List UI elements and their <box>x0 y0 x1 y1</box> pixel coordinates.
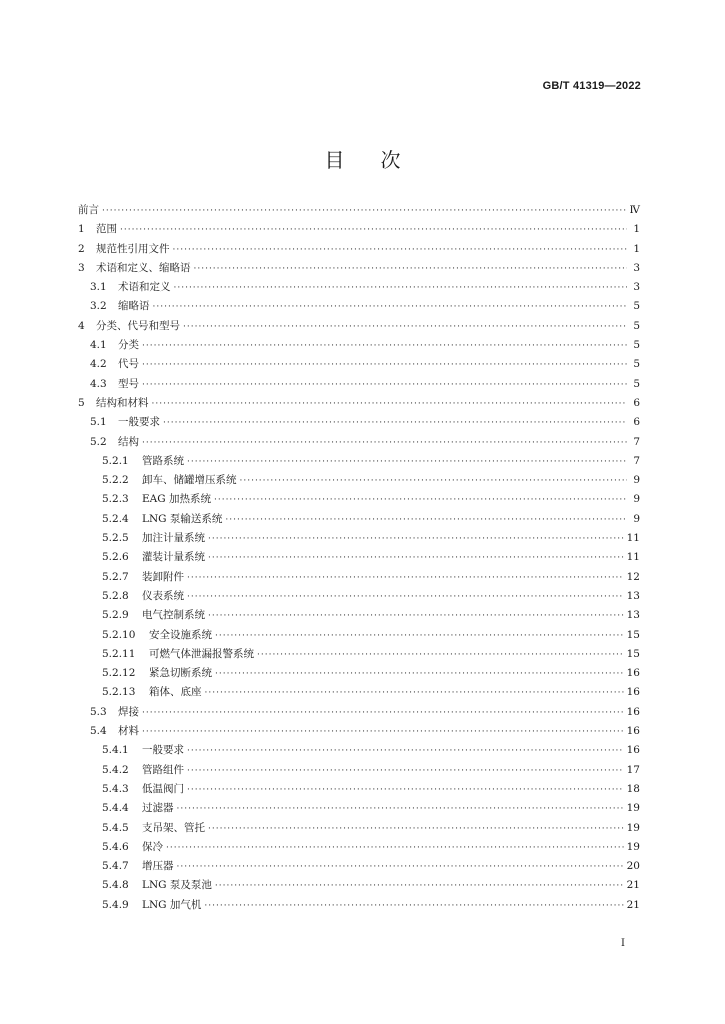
toc-leader-dots <box>215 627 624 646</box>
toc-entry[interactable] <box>78 201 640 220</box>
toc-entry-page: 16 <box>626 744 640 757</box>
toc-entry-page: 5 <box>633 358 640 371</box>
toc-entry-page: 17 <box>626 763 640 776</box>
toc-leader-dots <box>208 820 624 839</box>
toc-entry[interactable] <box>78 664 640 683</box>
toc-entry-label: 仪表系统 <box>142 589 184 602</box>
toc-entry-label: 范围 <box>96 223 117 236</box>
toc-entry-number: 5.4.5 <box>102 821 129 834</box>
toc-entry[interactable] <box>78 529 640 548</box>
toc-entry[interactable] <box>78 297 640 316</box>
toc-entry-number: 5.2.12 <box>102 667 136 680</box>
toc-leader-dots <box>257 646 624 665</box>
toc-entry-page: 5 <box>633 339 640 352</box>
toc-leader-dots <box>166 839 624 858</box>
toc-entry[interactable] <box>78 317 640 336</box>
toc-leader-dots <box>208 530 624 549</box>
toc-entry[interactable] <box>78 819 640 838</box>
toc-entry-label: 规范性引用文件 <box>96 242 170 255</box>
toc-entry-page: 1 <box>633 242 640 255</box>
toc-entry[interactable] <box>78 548 640 567</box>
toc-entry-number: 5.2.5 <box>102 532 129 545</box>
toc-entry[interactable] <box>78 452 640 471</box>
toc-entry-number: 5.4.2 <box>102 763 129 776</box>
toc-entry-label: 分类、代号和型号 <box>96 319 180 332</box>
toc-entry[interactable] <box>78 587 640 606</box>
toc-entry[interactable] <box>78 838 640 857</box>
toc-entry-number: 3 <box>78 261 85 274</box>
toc-entry-number: 5 <box>78 396 85 409</box>
toc-entry-number: 5.2.6 <box>102 551 129 564</box>
toc-leader-dots <box>142 434 627 453</box>
toc-leader-dots <box>183 318 627 337</box>
toc-entry-label: LNG 加气机 <box>142 898 202 911</box>
toc-entry[interactable] <box>78 510 640 529</box>
toc-leader-dots <box>205 684 624 703</box>
toc-leader-dots <box>142 337 627 356</box>
toc-leader-dots <box>225 511 627 530</box>
toc-leader-dots <box>142 376 627 395</box>
toc-entry-number: 1 <box>78 223 85 236</box>
toc-leader-dots <box>187 588 624 607</box>
toc-leader-dots <box>187 781 624 800</box>
toc-entry[interactable] <box>78 761 640 780</box>
toc-entry-label: 可燃气体泄漏报警系统 <box>149 647 254 660</box>
toc-entry-label: 结构 <box>118 435 139 448</box>
toc-leader-dots <box>215 877 624 896</box>
toc-entry[interactable] <box>78 683 640 702</box>
toc-entry-label: 紧急切断系统 <box>149 667 212 680</box>
toc-entry-page: 21 <box>626 898 640 911</box>
toc-entry-number: 5.2 <box>90 435 107 448</box>
toc-leader-dots <box>142 356 627 375</box>
toc-entry-number: 5.4.3 <box>102 782 129 795</box>
toc-entry-number: 4.1 <box>90 339 107 352</box>
toc-entry-label: 型号 <box>118 377 139 390</box>
toc-entry[interactable] <box>78 220 640 239</box>
toc-leader-dots <box>102 202 627 221</box>
toc-entry-number: 5.4.1 <box>102 744 129 757</box>
toc-entry-page: 7 <box>633 435 640 448</box>
toc-entry-label: 电气控制系统 <box>142 609 205 622</box>
toc-entry-number: 5.4.9 <box>102 898 129 911</box>
toc-entry-label: 箱体、底座 <box>149 686 202 699</box>
toc-entry[interactable] <box>78 780 640 799</box>
toc-entry-number: 5.4.8 <box>102 879 129 892</box>
toc-entry-label: 灌装计量系统 <box>142 551 205 564</box>
toc-entry-number: 5.4.7 <box>102 860 129 873</box>
toc-leader-dots <box>208 607 624 626</box>
toc-entry-number: 5.4.6 <box>102 840 129 853</box>
toc-entry-number: 3.1 <box>90 281 107 294</box>
toc-entry-label: 保冷 <box>142 840 163 853</box>
toc-entry-number: 5.2.11 <box>102 647 136 660</box>
toc-entry-page: 9 <box>633 493 640 506</box>
toc-entry-label: 增压器 <box>142 860 174 873</box>
toc-entry-page: 19 <box>626 802 640 815</box>
toc-leader-dots <box>177 858 624 877</box>
toc-entry[interactable] <box>78 394 640 413</box>
toc-entry[interactable] <box>78 278 640 297</box>
toc-entry-label: 分类 <box>118 339 139 352</box>
toc-entry-number: 2 <box>78 242 85 255</box>
toc-entry-number: 3.2 <box>90 300 107 313</box>
toc-entry-page: 7 <box>633 454 640 467</box>
toc-entry-page: 20 <box>626 860 640 873</box>
toc-entry-page: 13 <box>626 609 640 622</box>
toc-entry-label: 装卸附件 <box>142 570 184 583</box>
toc-entry[interactable] <box>78 606 640 625</box>
toc-entry-label: LNG 泵输送系统 <box>142 512 223 525</box>
toc-leader-dots <box>153 298 628 317</box>
toc-entry-page: 18 <box>626 782 640 795</box>
toc-leader-dots <box>120 221 627 240</box>
toc-entry-label: 结构和材料 <box>96 396 149 409</box>
toc-entry-page: 12 <box>626 570 640 583</box>
toc-leader-dots <box>204 897 623 916</box>
toc-entry-page: 16 <box>626 705 640 718</box>
toc-entry[interactable] <box>78 375 640 394</box>
toc-entry-number: 5.2.10 <box>102 628 136 641</box>
toc-entry-page: 5 <box>633 300 640 313</box>
toc-entry[interactable] <box>78 471 640 490</box>
toc-leader-dots <box>187 762 624 781</box>
toc-entry[interactable] <box>78 703 640 722</box>
toc-entry-label: 卸车、储罐增压系统 <box>142 474 237 487</box>
toc-leader-dots <box>142 704 624 723</box>
toc-entry[interactable] <box>78 741 640 760</box>
toc-entry-page: 16 <box>626 725 640 738</box>
toc-entry-number: 4 <box>78 319 85 332</box>
toc-entry-number: 4.2 <box>90 358 107 371</box>
toc-entry-label: EAG 加热系统 <box>142 493 211 506</box>
toc-entry-number: 5.2.4 <box>102 512 129 525</box>
title-char-2: 次 <box>380 148 401 172</box>
toc-entry[interactable] <box>78 799 640 818</box>
toc-leader-dots <box>142 723 624 742</box>
toc-entry-number: 5.4 <box>90 725 107 738</box>
toc-entry[interactable] <box>78 876 640 895</box>
toc-entry-page: 16 <box>626 667 640 680</box>
toc-entry-label: 术语和定义 <box>118 281 171 294</box>
toc-entry[interactable] <box>78 433 640 452</box>
toc-entry-page: 9 <box>633 512 640 525</box>
toc-entry[interactable] <box>78 626 640 645</box>
toc-entry-page: 11 <box>626 532 640 545</box>
toc-leader-dots <box>177 800 624 819</box>
toc-leader-dots <box>194 260 628 279</box>
toc-entry-number: 5.2.3 <box>102 493 129 506</box>
toc-entry[interactable] <box>78 355 640 374</box>
toc-leader-dots <box>173 241 628 260</box>
toc-leader-dots <box>208 549 624 568</box>
toc-entry-label: 前言 <box>78 204 99 216</box>
toc-entry-page: 5 <box>633 377 640 390</box>
toc-entry-number: 5.4.4 <box>102 802 129 815</box>
title-char-1: 目 <box>324 148 345 172</box>
toc-entry-page: 13 <box>626 589 640 602</box>
toc-entry[interactable] <box>78 568 640 587</box>
toc-entry-number: 5.1 <box>90 416 107 429</box>
toc-entry-label: 管路系统 <box>142 454 184 467</box>
toc-entry-label: 缩略语 <box>118 300 150 313</box>
toc-entry-page: 3 <box>633 261 640 274</box>
standard-number: GB/T 41319—2022 <box>542 80 641 92</box>
toc-entry[interactable] <box>78 413 640 432</box>
toc-entry[interactable] <box>78 896 640 915</box>
toc-entry-number: 5.2.13 <box>102 686 136 699</box>
toc-entry-number: 5.3 <box>90 705 107 718</box>
toc-entry-page: Ⅳ <box>629 204 640 216</box>
toc-entry-number: 5.2.2 <box>102 474 129 487</box>
toc-entry-label: 支吊架、管托 <box>142 821 205 834</box>
toc-leader-dots <box>187 569 624 588</box>
toc-entry-label: 一般要求 <box>142 744 184 757</box>
toc-entry-label: 低温阀门 <box>142 782 184 795</box>
toc-entry-label: 加注计量系统 <box>142 532 205 545</box>
toc-entry-page: 15 <box>626 647 640 660</box>
page-number: I <box>621 938 625 949</box>
toc-entry[interactable] <box>78 259 640 278</box>
toc-entry[interactable] <box>78 490 640 509</box>
toc-leader-dots <box>187 453 627 472</box>
toc-entry-number: 5.2.7 <box>102 570 129 583</box>
toc-entry-page: 15 <box>626 628 640 641</box>
toc-entry-label: 焊接 <box>118 705 139 718</box>
toc-entry[interactable] <box>78 857 640 876</box>
toc-entry[interactable] <box>78 240 640 259</box>
toc-leader-dots <box>152 395 628 414</box>
toc-entry-label: 材料 <box>118 725 139 738</box>
toc-entry-label: 代号 <box>118 358 139 371</box>
toc-entry-page: 19 <box>626 840 640 853</box>
toc-entry-number: 5.2.1 <box>102 454 129 467</box>
toc-entry-label: 术语和定义、缩略语 <box>96 261 191 274</box>
toc-entry-page: 21 <box>626 879 640 892</box>
toc-entry-page: 11 <box>626 551 640 564</box>
toc-entry-page: 3 <box>633 281 640 294</box>
toc-entry-page: 1 <box>633 223 640 236</box>
toc-entry-label: 管路组件 <box>142 763 184 776</box>
toc-leader-dots <box>214 491 627 510</box>
toc-entry-number: 5.2.8 <box>102 589 129 602</box>
toc-entry-page: 5 <box>633 319 640 332</box>
toc-entry-number: 5.2.9 <box>102 609 129 622</box>
toc-leader-dots <box>215 665 624 684</box>
toc-entry-page: 16 <box>626 686 640 699</box>
toc-entry[interactable] <box>78 722 640 741</box>
toc-entry-label: 一般要求 <box>118 416 160 429</box>
toc-entry-label: 过滤器 <box>142 802 174 815</box>
toc-entry-label: LNG 泵及泵池 <box>142 879 212 892</box>
toc-entry[interactable] <box>78 645 640 664</box>
toc-entry-page: 6 <box>633 396 640 409</box>
toc-entry-number: 4.3 <box>90 377 107 390</box>
toc-leader-dots <box>187 742 624 761</box>
toc-entry[interactable] <box>78 336 640 355</box>
toc-entry-page: 19 <box>626 821 640 834</box>
page-title <box>0 144 725 173</box>
toc-entry-label: 安全设施系统 <box>149 628 212 641</box>
table-of-contents <box>78 201 640 915</box>
toc-leader-dots <box>163 414 627 433</box>
toc-leader-dots <box>174 279 628 298</box>
toc-leader-dots <box>240 472 628 491</box>
toc-entry-page: 6 <box>633 416 640 429</box>
toc-entry-page: 9 <box>633 474 640 487</box>
